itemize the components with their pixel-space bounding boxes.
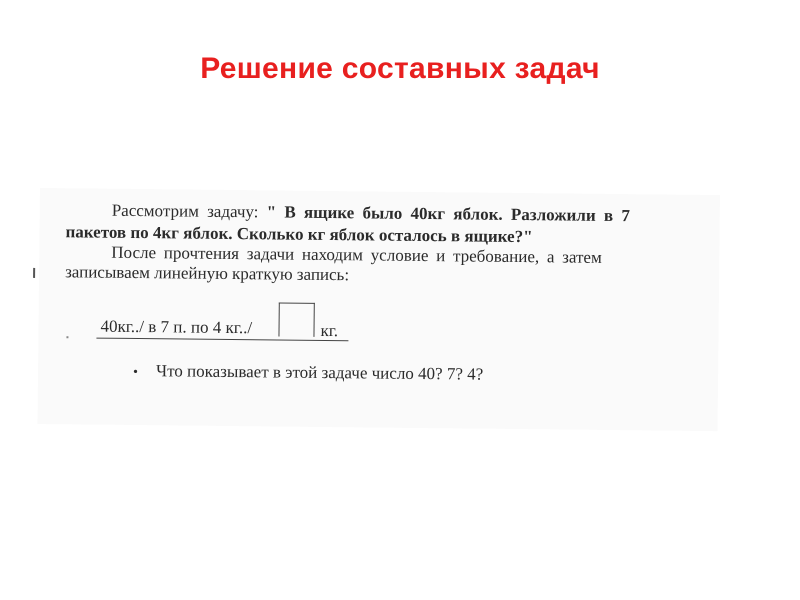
task-intro: Рассмотрим задачу: [111,200,267,222]
scan-dot [66,336,68,338]
bullet-icon: • [132,364,139,381]
task-line-3: После прочтения задачи находим условие и требование, а затем [111,242,602,267]
scanned-task-image [38,188,720,431]
task-line-2: пакетов по 4кг яблок. Сколько кг яблок осталось в ящике?" [65,222,533,247]
slide-title: Решение составных задач [200,52,600,85]
task-line-1 [112,201,630,226]
question-text: Что показывает в этой задаче число 40? 7? 4? [155,361,484,384]
record-underline [96,338,348,342]
answer-box [278,303,314,337]
unit-label: кг. [320,320,339,341]
margin-mark [33,268,35,278]
task-line-4: записываем линейную краткую запись: [65,262,350,285]
task-statement-start: " В ящике было 40кг яблок. Разложили в 7 [266,202,630,226]
short-record: 40кг../ в 7 п. по 4 кг../ [100,316,253,338]
